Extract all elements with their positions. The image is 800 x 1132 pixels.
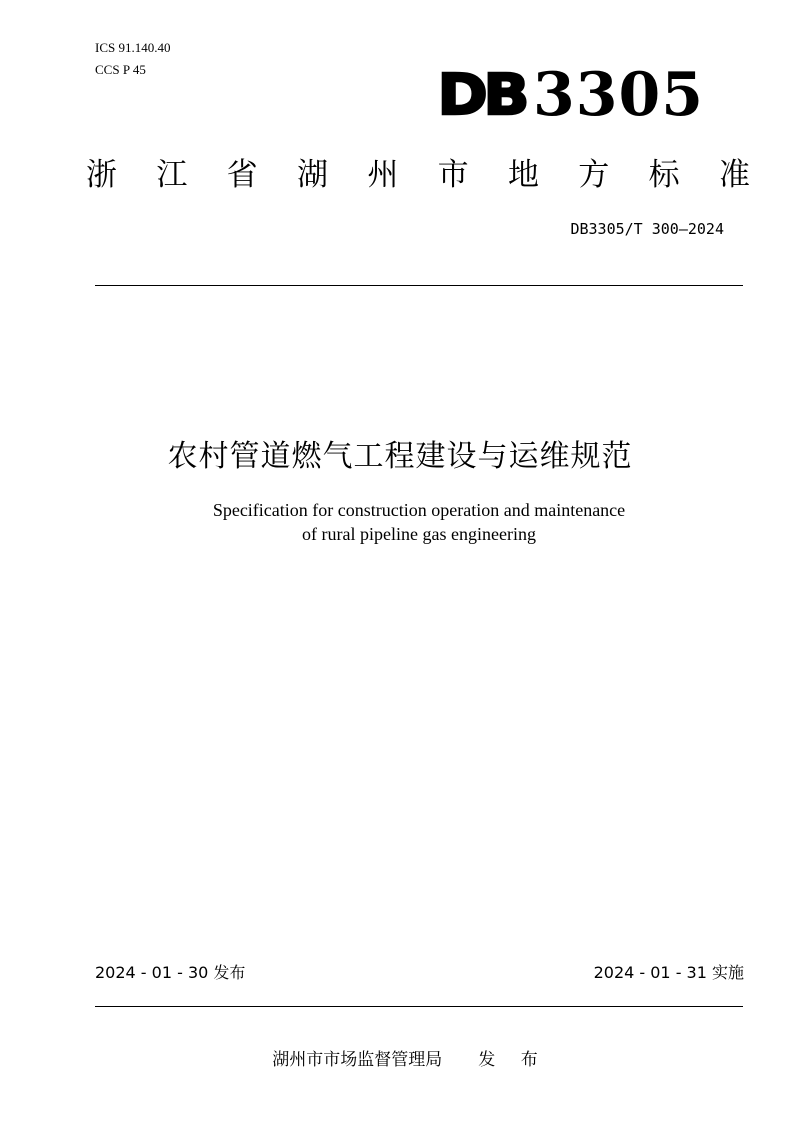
implementation-date: 2024 - 01 - 31 实施 — [593, 963, 744, 982]
standard-type-char: 地 — [507, 157, 539, 193]
issue-date: 2024 - 01 - 30 发布 — [95, 963, 246, 982]
top-divider — [95, 285, 743, 286]
publisher-action: 发 布 — [478, 1050, 548, 1070]
standard-type-char: 州 — [367, 157, 399, 193]
standard-type-char: 湖 — [296, 157, 328, 193]
ics-code: ICS 91.140.40 — [95, 40, 171, 55]
bottom-divider — [95, 1006, 743, 1007]
db-prefix: DB — [437, 62, 525, 128]
standard-type-char: 标 — [648, 157, 680, 193]
title-english-line2: of rural pipeline gas engineering — [302, 524, 536, 544]
standard-type-char: 省 — [226, 157, 258, 193]
standard-number: DB3305/T 300—2024 — [570, 220, 724, 238]
standard-type-char: 方 — [578, 157, 610, 193]
ccs-code: CCS P 45 — [95, 62, 146, 77]
standard-type-char: 江 — [156, 157, 188, 193]
standard-type-char: 市 — [437, 157, 469, 193]
standard-type-char: 准 — [718, 157, 750, 193]
publisher-name: 湖州市市场监督管理局 — [272, 1050, 443, 1070]
publisher-line — [0, 1047, 800, 1073]
standard-type-char: 浙 — [86, 157, 117, 193]
db-standard-mark — [437, 60, 704, 130]
title-english-line1: Specification for construction operation and maintenance — [212, 500, 626, 520]
title-chinese: 农村管道燃气工程建设与运维规范 — [167, 439, 633, 474]
standard-type-heading — [86, 150, 750, 200]
db-region-number: 3305 — [533, 60, 704, 130]
